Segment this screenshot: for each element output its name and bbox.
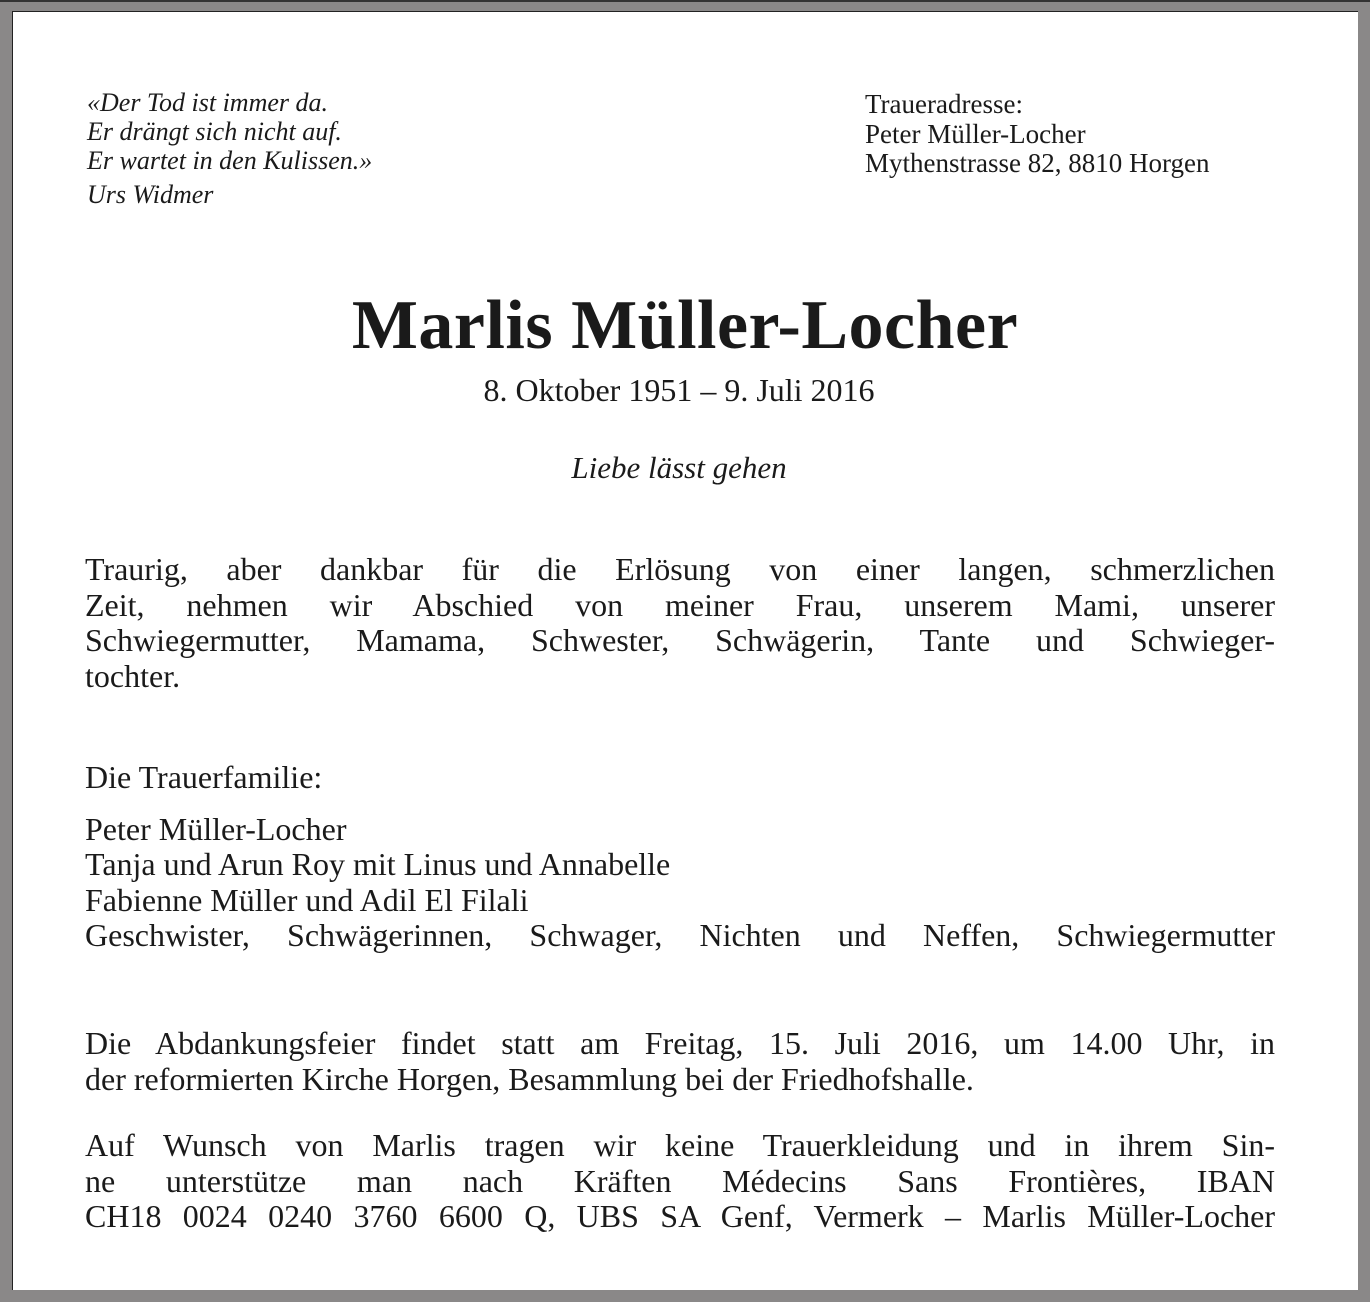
- life-dates: 8. Oktober 1951 – 9. Juli 2016: [483, 372, 875, 408]
- address-street: Mythenstrasse 82, 8810 Horgen: [865, 148, 1210, 178]
- text-line: Schwiegermutter, Mamama, Schwester, Schwägerin, Tante und Schwieger-: [85, 622, 1275, 658]
- text-line: Die Abdankungsfeier findet statt am Freitag, 15. Juli 2016, um 14.00 Uhr, in: [85, 1025, 1275, 1061]
- quote-line: Er drängt sich nicht auf.: [87, 117, 342, 146]
- family-heading: Die Trauerfamilie:: [85, 759, 323, 795]
- family-member: Fabienne Müller und Adil El Filali: [85, 881, 529, 918]
- family-member: Tanja und Arun Roy mit Linus und Annabelle: [85, 846, 671, 882]
- quote-line: «Der Tod ist immer da.: [87, 88, 329, 117]
- quote-line: Er wartet in den Kulissen.»: [87, 146, 373, 175]
- text-line: ne unterstütze man nach Kräften Médecins Sans Frontières, IBAN: [85, 1162, 1275, 1199]
- family-member: Peter Müller-Locher: [85, 810, 347, 847]
- intro-paragraph: [85, 552, 1275, 694]
- window-top-border: [0, 0, 1370, 2]
- text-line: Auf Wunsch von Marlis tragen wir keine Trauerkleidung und in ihrem Sin-: [85, 1127, 1275, 1163]
- address-name: Peter Müller-Locher: [865, 118, 1086, 149]
- ceremony-paragraph: [85, 1026, 1275, 1097]
- quote-block: [87, 88, 372, 209]
- donation-paragraph: [85, 1128, 1275, 1235]
- text-line: Zeit, nehmen wir Abschied von meiner Frau, unserem Mami, unserer: [85, 586, 1275, 623]
- deceased-name: Marlis Müller-Locher: [351, 287, 1019, 364]
- mourning-address: [865, 90, 1209, 179]
- family-member: Geschwister, Schwägerinnen, Schwager, Nichten und Neffen, Schwiegermutter: [85, 917, 1275, 953]
- quote-author: Urs Widmer: [87, 180, 214, 209]
- text-line: der reformierten Kirche Horgen, Besammlung bei der Friedhofshalle.: [85, 1060, 974, 1097]
- motto: Liebe lässt gehen: [571, 450, 787, 485]
- text-line: Traurig, aber dankbar für die Erlösung von einer langen, schmerzlichen: [85, 551, 1275, 587]
- address-label: Traueradresse:: [865, 89, 1023, 119]
- family-block: [85, 760, 1275, 954]
- text-line: tochter.: [85, 657, 181, 694]
- text-line: CH18 0024 0240 3760 6600 Q, UBS SA Genf, Vermerk – Marlis Müller-Locher: [85, 1198, 1275, 1234]
